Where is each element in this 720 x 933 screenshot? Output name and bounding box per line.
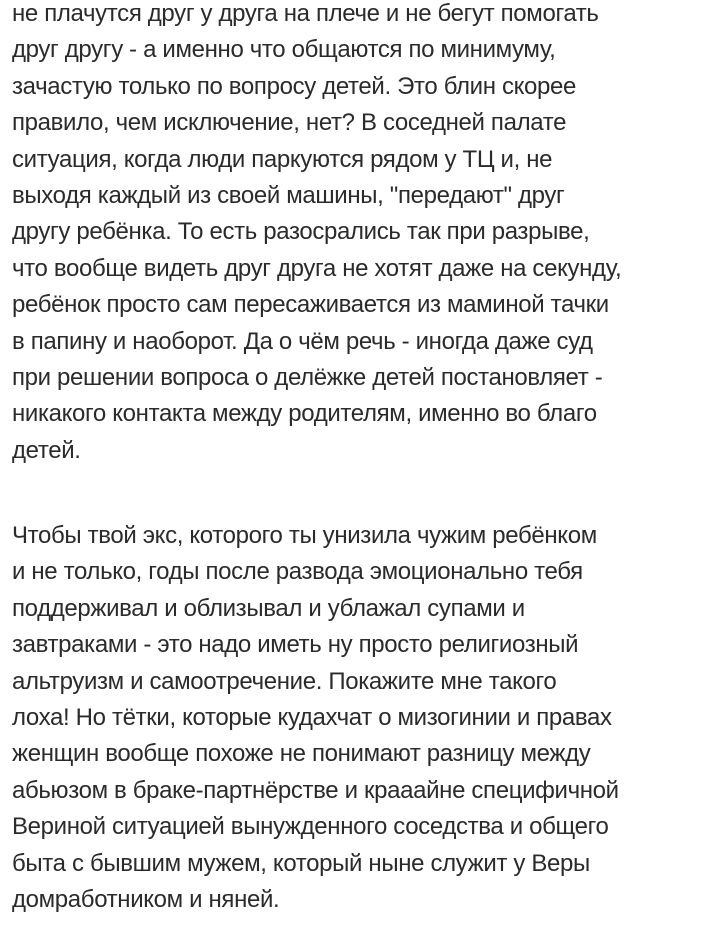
- text-line: альтруизм и самоотречение. Покажите мне такого: [12, 667, 557, 695]
- text-line: правило, чем исключение, нет? В соседней палате: [12, 109, 567, 137]
- text-line: быта с бывшим мужем, который ныне служит у Веры: [12, 849, 590, 877]
- text-line: Вериной ситуацией вынужденного соседства и общего: [12, 813, 609, 841]
- text-line: выходя каждый из своей машины, "передают" друг: [12, 181, 565, 209]
- text-line: завтраками - это надо иметь ну просто религиозный: [12, 631, 579, 659]
- text-line: зачастую только по вопросу детей. Это блин скорее: [12, 72, 577, 100]
- text-line: в папину и наоборот. Да о чём речь - иногда даже суд: [12, 327, 593, 355]
- text-line: домработником и няней.: [12, 885, 280, 913]
- paragraph-1: [12, 0, 621, 469]
- text-line: не плачутся друг у друга на плече и не бегут помогать: [12, 0, 599, 27]
- text-line: лоха! Но тётки, которые кудахчат о мизогинии и правах: [12, 703, 612, 731]
- text-line: Чтобы твой экс, которого ты унизила чужим ребёнком: [12, 522, 597, 549]
- text-line: другу ребёнка. То есть разосрались так при разрыве,: [12, 218, 590, 246]
- text-line: что вообще видеть друг друга не хотят даже на секунду,: [12, 254, 622, 282]
- text-line: детей.: [12, 436, 81, 464]
- text-line: абьюзом в браке-партнёрстве и крааайне специфичной: [12, 776, 619, 804]
- text-line: поддерживал и облизывал и ублажал супами и: [12, 594, 525, 622]
- text-line: женщин вообще похоже не понимают разницу между: [12, 740, 591, 768]
- text-line: ситуация, когда люди паркуются рядом у ТЦ и, не: [12, 145, 553, 173]
- text-line: друг другу - а именно что общаются по минимуму,: [12, 36, 556, 64]
- paragraph-2: [12, 518, 619, 918]
- text-line: никакого контакта между родителям, именно во благо: [12, 400, 597, 428]
- text-line: при решении вопроса о делёжке детей постановляет -: [12, 363, 603, 391]
- text-line: ребёнок просто сам пересаживается из маминой тачки: [12, 291, 609, 319]
- text-line: и не только, годы после развода эмоционально тебя: [12, 558, 583, 586]
